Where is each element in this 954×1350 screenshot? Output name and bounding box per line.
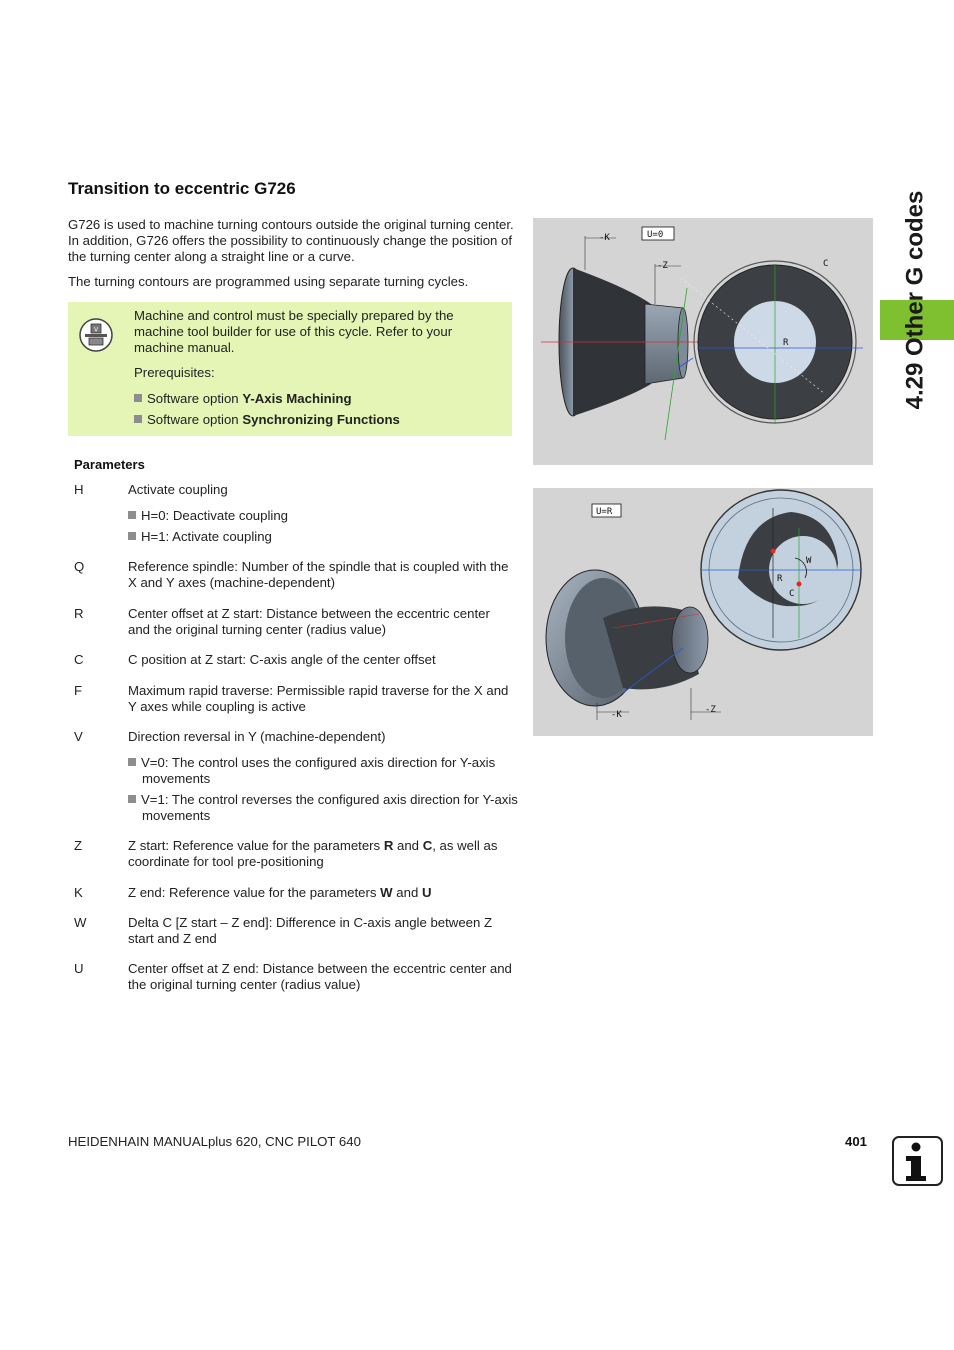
figure2-label-k: -K: [611, 710, 622, 720]
param-desc-u: Center offset at Z end: Distance between the eccentric center and the original turning center (radius value): [128, 961, 512, 992]
param-letter-c: C: [74, 652, 84, 667]
figure2-label-c: C: [789, 589, 795, 599]
intro-paragraph-1: G726 is used to machine turning contours outside the original turning center. In addition, G726 offers the possibility to continuously change the position of the turning center along a straight line or a curve.: [68, 217, 514, 264]
bullet-square-icon: [128, 532, 136, 540]
param-desc-h: Activate coupling: [128, 482, 228, 497]
figure2-label-u: U=R: [596, 507, 613, 517]
figure2-label-z: -Z: [705, 705, 716, 715]
prerequisites-label: Prerequisites:: [134, 365, 215, 380]
parameters-heading: Parameters: [74, 457, 145, 472]
param-option-v1: V=1: The control reverses the configured axis direction for Y-axis movements: [128, 792, 522, 824]
bullet-square-icon: [128, 758, 136, 766]
chapter-tab-heading: 4.29 Other G codes: [901, 190, 929, 410]
footer-product-text: HEIDENHAIN MANUALplus 620, CNC PILOT 640: [68, 1134, 361, 1149]
param-desc-z: Z start: Reference value for the parameters R and C, as well as coordinate for tool pre-positioning: [128, 838, 498, 869]
param-option-v0: V=0: The control uses the configured axis direction for Y-axis movements: [128, 755, 522, 787]
page-number: 401: [845, 1134, 868, 1149]
param-desc-k: Z end: Reference value for the parameters W and U: [128, 885, 432, 900]
param-desc-f: Maximum rapid traverse: Permissible rapid traverse for the X and Y axes while coupling is active: [128, 683, 509, 714]
param-letter-v: V: [74, 729, 83, 744]
param-option-h0: H=0: Deactivate coupling: [128, 508, 522, 524]
prerequisite-item: Software option Synchronizing Functions: [134, 412, 400, 427]
figure2-label-r: R: [777, 574, 783, 584]
bullet-square-icon: [128, 795, 136, 803]
figure1-label-k: -K: [599, 233, 610, 243]
info-icon: [892, 1136, 944, 1186]
section-title: Transition to eccentric G726: [68, 179, 296, 198]
prerequisite-item: Software option Y-Axis Machining: [134, 391, 352, 406]
param-letter-u: U: [74, 961, 84, 976]
figure2-label-w: W: [806, 556, 812, 566]
bullet-square-icon: [134, 415, 142, 423]
param-desc-q: Reference spindle: Number of the spindle that is coupled with the X and Y axes (machine-dependent): [128, 559, 509, 590]
figure-eccentric-u0: [533, 218, 873, 465]
param-letter-f: F: [74, 683, 83, 698]
bullet-square-icon: [134, 394, 142, 402]
param-letter-z: Z: [74, 838, 83, 853]
param-desc-v: Direction reversal in Y (machine-dependent): [128, 729, 386, 744]
param-letter-w: W: [74, 915, 87, 930]
figure-eccentric-ur: [533, 488, 873, 736]
param-letter-k: K: [74, 885, 83, 900]
figure1-label-z: -Z: [657, 261, 668, 271]
param-letter-h: H: [74, 482, 84, 497]
bullet-square-icon: [128, 511, 136, 519]
param-option-h1: H=1: Activate coupling: [128, 529, 522, 545]
param-letter-q: Q: [74, 559, 85, 574]
svg-text:V: V: [93, 326, 99, 334]
note-text: Machine and control must be specially prepared by the machine tool builder for use of this cycle. Refer to your machine manual.: [134, 308, 454, 355]
intro-paragraph-2: The turning contours are programmed using separate turning cycles.: [68, 274, 469, 289]
figure1-label-u: U=0: [647, 230, 664, 240]
param-desc-c: C position at Z start: C-axis angle of the center offset: [128, 652, 436, 667]
param-desc-w: Delta C [Z start – Z end]: Difference in C-axis angle between Z start and Z end: [128, 915, 493, 946]
param-letter-r: R: [74, 606, 84, 621]
machine-note-icon: [79, 318, 113, 352]
figure1-label-r: R: [783, 338, 789, 348]
param-desc-r: Center offset at Z start: Distance between the eccentric center and the original turning center (radius value): [128, 606, 490, 637]
figure1-label-c: C: [823, 259, 829, 269]
